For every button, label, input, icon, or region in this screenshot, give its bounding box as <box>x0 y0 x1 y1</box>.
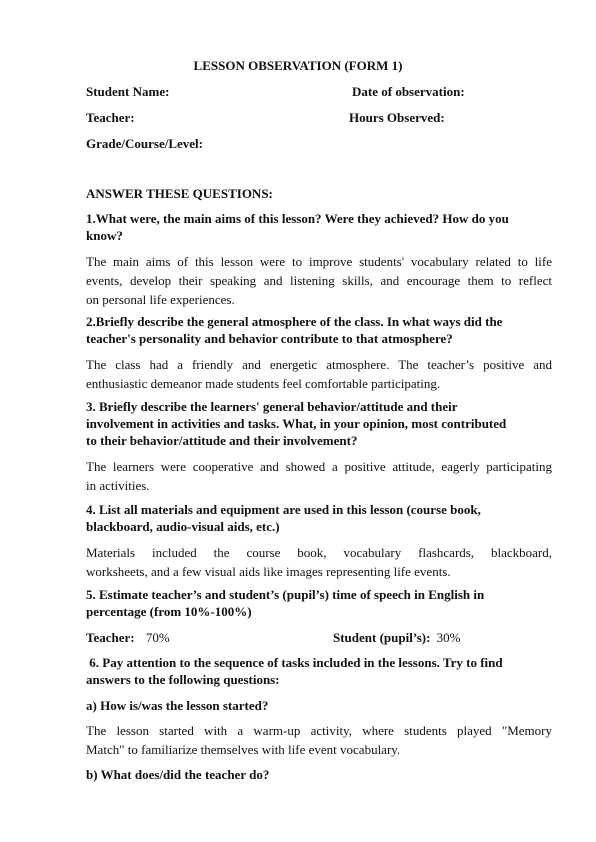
section-heading: ANSWER THESE QUESTIONS: <box>86 186 273 201</box>
student-name-label: Student Name: <box>86 84 170 99</box>
question-6-line-2: answers to the following questions: <box>86 672 280 687</box>
question-6a: a) How is/was the lesson started? <box>86 698 269 713</box>
hours-observed-label: Hours Observed: <box>349 110 445 125</box>
question-3-line-2: involvement in activities and tasks. What, in your opinion, most contributed <box>86 416 507 431</box>
question-1-line-1: 1.What were, the main aims of this lesson? Were they achieved? How do you <box>86 211 509 226</box>
answer-6a-line-2: Match" to familiarize themselves with life event vocabulary. <box>86 742 401 757</box>
question-4-line-1: 4. List all materials and equipment are used in this lesson (course book, <box>86 502 481 517</box>
question-3-line-3: to their behavior/attitude and their involvement? <box>86 433 358 448</box>
question-6b: b) What does/did the teacher do? <box>86 767 270 782</box>
question-2-line-1: 2.Briefly describe the general atmosphere of the class. In what ways did the <box>86 314 503 329</box>
answer-1-line-2: events, develop their speaking and listening skills, and encourage them to reflect <box>86 273 552 288</box>
question-6-line-1: 6. Pay attention to the sequence of tasks included in the lessons. Try to find <box>86 655 503 670</box>
answer-6a-line-1: The lesson started with a warm-up activity, where students played "Memory <box>86 723 552 738</box>
answer-3-line-2: in activities. <box>86 478 150 493</box>
teacher-speech-value: 70% <box>145 630 170 645</box>
student-speech-label: Student (pupil’s): <box>333 630 431 645</box>
answer-2-line-1: The class had a friendly and energetic atmosphere. The teacher’s positive and <box>86 357 552 372</box>
question-2-line-2: teacher's personality and behavior contribute to that atmosphere? <box>86 331 453 346</box>
question-5-line-2: percentage (from 10%-100%) <box>86 604 252 619</box>
question-3-line-1: 3. Briefly describe the learners' general behavior/attitude and their <box>86 399 458 414</box>
teacher-speech-row <box>86 629 170 646</box>
teacher-label: Teacher: <box>86 110 135 125</box>
grade-course-level-label: Grade/Course/Level: <box>86 136 203 151</box>
answer-4-line-1: Materials included the course book, vocabulary flashcards, blackboard, <box>86 545 552 560</box>
answer-1-line-1: The main aims of this lesson were to improve students' vocabulary related to life <box>86 254 552 269</box>
form-title: LESSON OBSERVATION (FORM 1) <box>193 58 403 73</box>
answer-6a <box>86 721 552 759</box>
student-speech-row <box>333 629 461 646</box>
date-of-observation-label: Date of observation: <box>352 84 465 99</box>
question-5-line-1: 5. Estimate teacher’s and student’s (pupil’s) time of speech in English in <box>86 587 485 602</box>
student-speech-value: 30% <box>436 630 461 645</box>
answer-3-line-1: The learners were cooperative and showed a positive attitude, eagerly participating <box>86 459 552 474</box>
answer-2 <box>86 355 552 393</box>
answer-1-line-3: on personal life experiences. <box>86 292 235 307</box>
question-4-line-2: blackboard, audio-visual aids, etc.) <box>86 519 280 534</box>
answer-2-line-2: enthusiastic demeanor made students feel comfortable participating. <box>86 376 441 391</box>
answer-4 <box>86 543 552 581</box>
answer-4-line-2: worksheets, and a few visual aids like images representing life events. <box>86 564 451 579</box>
answer-3 <box>86 457 552 495</box>
question-1-line-2: know? <box>86 228 123 243</box>
answer-1 <box>86 252 552 309</box>
teacher-speech-label: Teacher: <box>86 630 135 645</box>
